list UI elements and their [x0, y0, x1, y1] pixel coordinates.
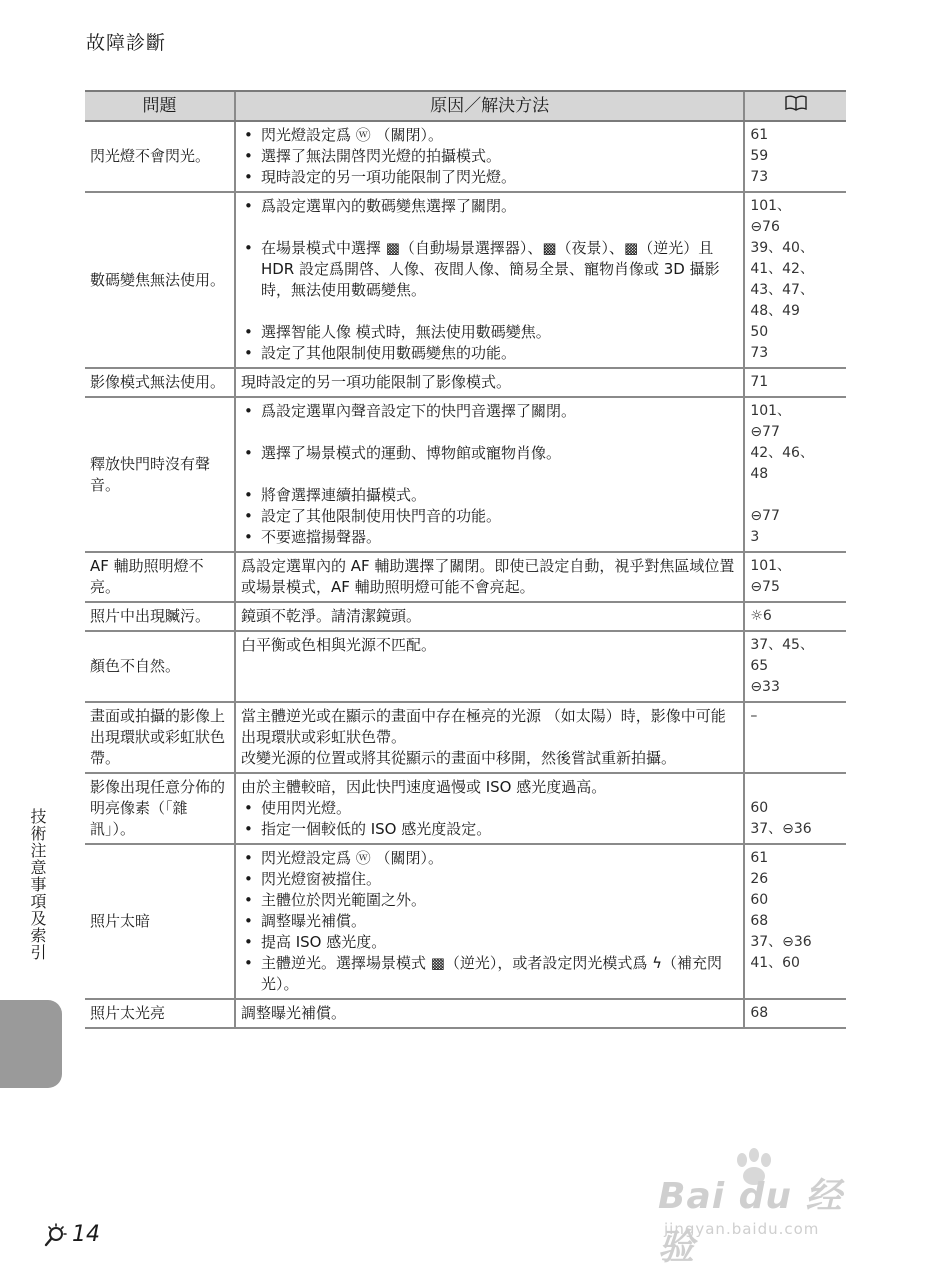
table-row [85, 192, 846, 368]
problem-cell: 顏色不自然。 [85, 631, 235, 702]
page-ref-cell [744, 773, 846, 844]
cause-cell [235, 702, 744, 773]
problem-cell: 影像模式無法使用。 [85, 368, 235, 397]
cause-item: • 閃光燈窗被擋住。 [241, 869, 738, 890]
table-row [85, 631, 846, 702]
table-row [85, 121, 846, 192]
table-row [85, 702, 846, 773]
cause-item: • 調整曝光補償。 [241, 911, 738, 932]
cause-cell [235, 121, 744, 192]
cause-item: 當主體逆光或在顯示的畫面中存在極亮的光源 （如太陽）時，影像中可能出現環狀或彩虹狀色帶。 改變光源的位置或將其從顯示的畫面中移開，然後嘗試重新拍攝。 [240, 707, 726, 767]
table-row [85, 368, 846, 397]
table-header-row [85, 91, 846, 121]
column-header-cause: 原因／解決方法 [235, 91, 744, 121]
cause-item: • 閃光燈設定爲 ⓦ （關閉）。 [241, 848, 738, 869]
page-ref: 60 [750, 892, 769, 908]
table-row [85, 397, 846, 552]
cause-item: 鏡頭不乾淨。請清潔鏡頭。 [240, 607, 421, 625]
cause-item: • 不要遮擋揚聲器。 [241, 527, 738, 548]
table-row [85, 773, 846, 844]
page-ref-cell [744, 192, 846, 368]
problem-cell: 照片中出現贓污。 [85, 602, 235, 631]
cause-item: • 選擇了場景模式的運動、博物館或寵物肖像。 [241, 443, 738, 485]
cause-cell [235, 631, 744, 702]
page-ref: ⊖77 [750, 508, 780, 524]
page-ref-cell [744, 602, 846, 631]
cause-cell [235, 552, 744, 602]
problem-cell: 數碼變焦無法使用。 [85, 192, 235, 368]
page-ref: 41、60 [750, 955, 800, 971]
cause-cell [235, 999, 744, 1028]
watermark-brand: Bai du 经验 [658, 1176, 843, 1268]
cause-cell [235, 844, 744, 999]
problem-cell: 畫面或拍攝的影像上出現環狀或彩虹狀色帶。 [85, 702, 235, 773]
cause-item: 現時設定的另一項功能限制了影像模式。 [240, 373, 511, 391]
page-ref-cell [744, 121, 846, 192]
page-ref-cell [744, 999, 846, 1028]
column-header-problem: 問題 [85, 91, 235, 121]
cause-item: 白平衡或色相與光源不匹配。 [240, 636, 436, 654]
page-ref: 71 [750, 374, 769, 390]
cause-item: • 選擇了無法開啓閃光燈的拍攝模式。 [241, 146, 738, 167]
page-ref: 68 [750, 1005, 769, 1021]
problem-cell: 釋放快門時沒有聲音。 [85, 397, 235, 552]
page-ref: 26 [750, 871, 769, 887]
page-ref: 3 [750, 529, 760, 545]
problem-cell: 照片太暗 [85, 844, 235, 999]
page-ref-cell [744, 397, 846, 552]
page-ref: ☼6 [750, 608, 772, 624]
page-ref: 50 [750, 324, 769, 340]
cause-cell [235, 192, 744, 368]
page-ref: 73 [750, 345, 769, 361]
page-ref: 101、 ⊖75 [750, 558, 792, 595]
page-ref: 39、40、 41、42、 43、47、 48、49 [750, 240, 814, 319]
cause-item: • 設定了其他限制使用數碼變焦的功能。 [241, 343, 738, 364]
section-tab [0, 1000, 62, 1088]
table-row [85, 602, 846, 631]
page-title: 故障診斷 [86, 32, 167, 54]
cause-item: • 爲設定選單內聲音設定下的快門音選擇了關閉。 [241, 401, 738, 443]
watermark [658, 1148, 873, 1268]
book-icon [784, 95, 808, 117]
page-number [44, 1222, 100, 1247]
page-ref-cell [744, 631, 846, 702]
page-ref: 101、 ⊖76 [750, 198, 792, 235]
page-number-text: 14 [72, 1222, 100, 1247]
cause-item: • 提高 ISO 感光度。 [241, 932, 738, 953]
page-ref-cell [744, 702, 846, 773]
problem-cell: AF 輔助照明燈不亮。 [85, 552, 235, 602]
problem-cell: 閃光燈不會閃光。 [85, 121, 235, 192]
page-ref-cell [744, 368, 846, 397]
problem-cell: 照片太光亮 [85, 999, 235, 1028]
cause-item: • 使用閃光燈。 [241, 798, 738, 819]
page-ref: 101、 ⊖77 [750, 403, 792, 440]
page-ref: 37、⊖36 [750, 821, 812, 837]
cause-item: • 指定一個較低的 ISO 感光度設定。 [241, 819, 738, 840]
cause-cell [235, 602, 744, 631]
cause-item: • 在場景模式中選擇 ▩（自動場景選擇器）、▩（夜景）、▩（逆光）且 HDR 設定爲開啓、人像、夜間人像、簡易全景、寵物肖像或 3D 攝影時，無法使用數碼變焦。 [241, 238, 738, 322]
cause-item: 調整曝光補償。 [240, 1004, 346, 1022]
page-ref: 68 [750, 913, 769, 929]
page-ref: 42、46、 48 [750, 445, 814, 482]
page-ref-cell [744, 844, 846, 999]
page-ref: 73 [750, 169, 769, 185]
cause-item: • 閃光燈設定爲 ⓦ （關閉）。 [241, 125, 738, 146]
page-ref: 61 [750, 127, 769, 143]
cause-item: • 設定了其他限制使用快門音的功能。 [241, 506, 738, 527]
page-ref [750, 777, 841, 798]
page-ref-cell [744, 552, 846, 602]
page-ref [750, 485, 841, 506]
cause-item: 爲設定選單內的 AF 輔助選擇了關閉。即使已設定自動，視乎對焦區域位置或場景模式，AF 輔助照明燈可能不會亮起。 [240, 557, 735, 596]
watermark-url: jingyan.baidu.com [664, 1220, 820, 1238]
column-header-page [744, 91, 846, 121]
page-ref: 61 [750, 850, 769, 866]
table-row [85, 844, 846, 999]
cause-item: • 主體逆光。選擇場景模式 ▩（逆光），或者設定閃光模式爲 ϟ（補充閃光）。 [241, 953, 738, 995]
page-ref: 37、⊖36 [750, 934, 812, 950]
page-ref: 60 [750, 800, 769, 816]
cause-cell [235, 368, 744, 397]
cause-cell [235, 773, 744, 844]
table-row [85, 552, 846, 602]
page-ref: – [750, 708, 758, 724]
cause-item: • 爲設定選單內的數碼變焦選擇了關閉。 [241, 196, 738, 238]
table-row [85, 999, 846, 1028]
cause-item: • 現時設定的另一項功能限制了閃光燈。 [241, 167, 738, 188]
cause-cell [235, 397, 744, 552]
cause-item: • 選擇智能人像 模式時，無法使用數碼變焦。 [241, 322, 738, 343]
section-label: 技術注意事項及索引 [28, 808, 47, 961]
cause-item: 由於主體較暗，因此快門速度過慢或 ISO 感光度過高。 [240, 778, 607, 796]
cause-item: • 主體位於閃光範圍之外。 [241, 890, 738, 911]
page-ref: 59 [750, 148, 769, 164]
reference-icon [44, 1223, 68, 1247]
cause-item: • 將會選擇連續拍攝模式。 [241, 485, 738, 506]
problem-cell: 影像出現任意分佈的明亮像素（「雜訊」）。 [85, 773, 235, 844]
troubleshooting-table [85, 90, 846, 1029]
page-ref: 37、45、 65 ⊖33 [750, 637, 814, 695]
